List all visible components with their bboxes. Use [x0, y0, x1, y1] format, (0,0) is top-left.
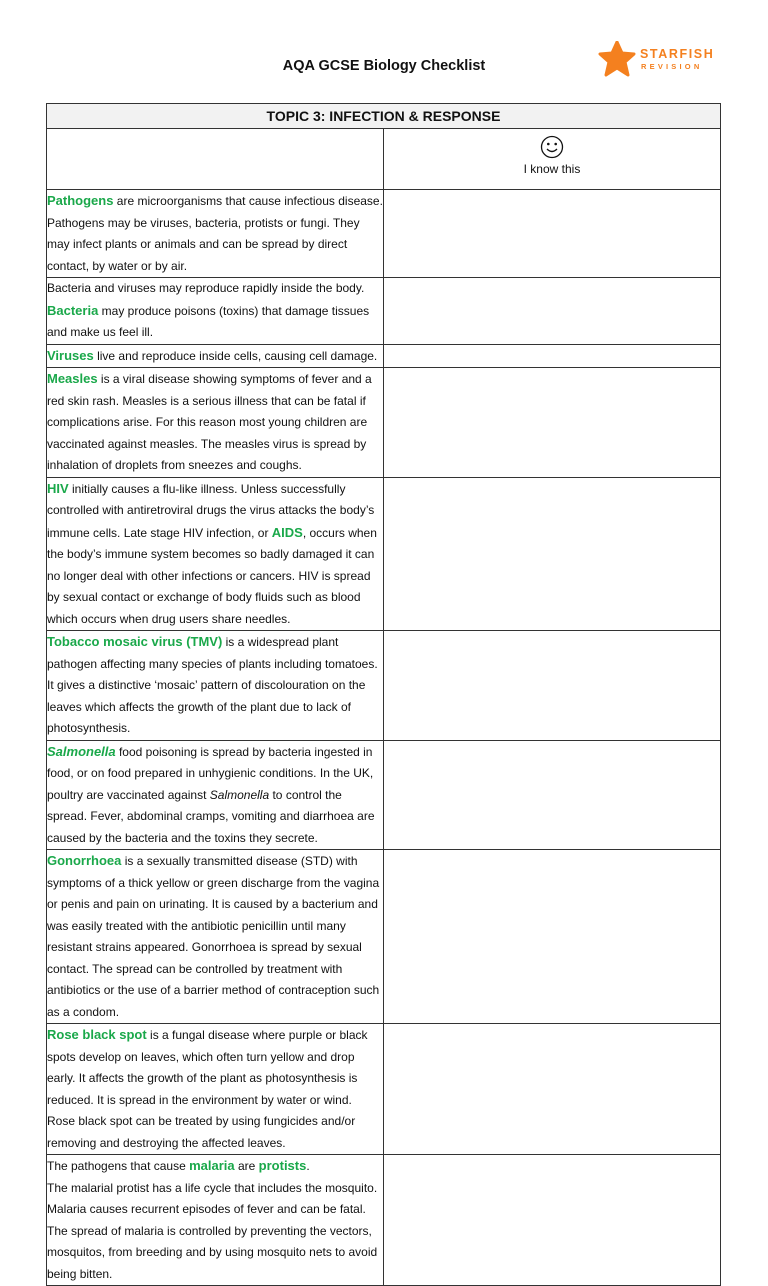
starfish-revision-logo — [598, 41, 728, 77]
table-row — [47, 368, 721, 478]
smiley-icon — [540, 135, 564, 159]
row-text: live and reproduce inside cells, causing cell damage. — [93, 348, 378, 363]
row-text: The malarial protist has a life cycle that includes the mosquito. Malaria causes recurrent episodes of fever and can be fatal. The spread of malaria is controlled by preventing the vectors, mosquitos, from breeding and by using mosquito nets to avoid being bitten. — [47, 1180, 378, 1281]
row-text: are microorganisms that cause infectious disease. Pathogens may be viruses, bacteria, protists or fungi. They may infect plants or animals and can be spread by direct contact, by water or by air. — [47, 194, 383, 273]
row-description — [47, 740, 384, 850]
keyword: protists — [258, 1158, 307, 1173]
row-description — [47, 1024, 384, 1155]
tick-box[interactable] — [384, 1024, 721, 1155]
table-row — [47, 1024, 721, 1155]
row-description — [47, 278, 384, 345]
tick-box[interactable] — [384, 740, 721, 850]
page-title: AQA GCSE Biology Checklist — [282, 58, 486, 74]
table-row — [47, 344, 721, 368]
logo-line2: REVISION — [641, 62, 703, 71]
table-row — [47, 278, 721, 345]
keyword: AIDS — [271, 524, 303, 540]
table-row — [47, 190, 721, 278]
table-row — [47, 1155, 721, 1286]
row-text: food poisoning is spread by bacteria ingested in food, or on food prepared in unhygienic conditions. In the UK, poultry are vaccinated against — [47, 744, 374, 802]
row-description — [47, 1155, 384, 1286]
header-blank-cell — [47, 129, 384, 190]
keyword: malaria — [189, 1158, 235, 1173]
keyword: Viruses — [47, 347, 94, 363]
tick-box[interactable] — [384, 190, 721, 278]
row-text: . — [306, 1159, 310, 1173]
row-text: is a widespread plant pathogen affecting many species of plants including tomatoes. It gives a distinctive ‘mosaic’ pattern of discolouration on the leaves which affects the growth of the plant due to lack of photosynthesis. — [47, 635, 378, 735]
row-text: are — [234, 1159, 259, 1173]
keyword: Bacteria — [47, 302, 99, 318]
table-row — [47, 850, 721, 1024]
row-description — [47, 344, 384, 368]
row-text: The pathogens that cause — [47, 1159, 190, 1173]
logo-line1: STARFISH — [640, 47, 715, 61]
row-description — [47, 477, 384, 631]
row-description — [47, 190, 384, 278]
row-text: initially causes a flu-like illness. Unless successfully controlled with antiretroviral drugs the virus attacks the body’s immune cells. Late stage HIV infection, or — [47, 481, 375, 540]
tick-box[interactable] — [384, 1155, 721, 1286]
table-row — [47, 740, 721, 850]
keyword: Tobacco mosaic virus (TMV) — [47, 634, 223, 649]
tick-box[interactable] — [384, 850, 721, 1024]
keyword: Measles — [47, 371, 98, 386]
know-this-header — [384, 129, 721, 190]
row-description — [47, 631, 384, 741]
tick-box[interactable] — [384, 477, 721, 631]
row-text: is a viral disease showing symptoms of fever and a red skin rash. Measles is a serious illness that can be fatal if complications arise. For this reason most young children are vaccinated against measles. The measles virus is spread by inhalation of droplets from sneezes and coughs. — [47, 372, 372, 472]
row-text-italic: Salmonella — [209, 787, 270, 802]
row-description — [47, 850, 384, 1024]
checklist-table — [46, 103, 721, 1286]
tick-box[interactable] — [384, 344, 721, 368]
row-text: to control the spread. Fever, abdominal cramps, vomiting and diarrhoea are caused by the bacteria and the toxins they secrete. — [47, 787, 375, 845]
keyword: Rose black spot — [47, 1027, 147, 1042]
topic-heading: TOPIC 3: INFECTION & RESPONSE — [47, 104, 721, 129]
table-row — [47, 477, 721, 631]
table-row — [47, 631, 721, 741]
row-text: is a sexually transmitted disease (STD) with symptoms of a thick yellow or green discharge from the vagina or penis and pain on urinating. It is caused by a bacterium and was easily treated with the antibiotic penicillin until many resistant strains appeared. Gonorrhoea is spread by sexual contact. The spread can be controlled by treatment with antibiotics or the use of a barrier method of contraception such as a condom. — [47, 854, 380, 1019]
starfish-icon — [598, 41, 636, 77]
keyword: Salmonella — [47, 743, 116, 759]
row-text: , occurs when the body’s immune system becomes so badly damaged it can no longer deal with other infections or cancers. HIV is spread by sexual contact or exchange of body fluids such as blood which occurs when drug users share needles. — [47, 525, 377, 626]
keyword: Gonorrhoea — [47, 853, 122, 868]
tick-box[interactable] — [384, 368, 721, 478]
know-this-label: I know this — [523, 162, 581, 176]
row-text: may produce poisons (toxins) that damage tissues and make us feel ill. — [47, 303, 370, 339]
keyword: HIV — [47, 480, 69, 496]
tick-box[interactable] — [384, 278, 721, 345]
row-text: is a fungal disease where purple or black spots develop on leaves, which often turn yellow and drop early. It affects the growth of the plant as photosynthesis is reduced. It is spread in the environment by water or wind. Rose black spot can be treated by using fungicides and/or removing and destroying the affected leaves. — [47, 1028, 368, 1150]
keyword: Pathogens — [47, 193, 114, 208]
row-description — [47, 368, 384, 478]
row-text: Bacteria and viruses may reproduce rapidly inside the body. — [47, 281, 365, 295]
tick-box[interactable] — [384, 631, 721, 741]
